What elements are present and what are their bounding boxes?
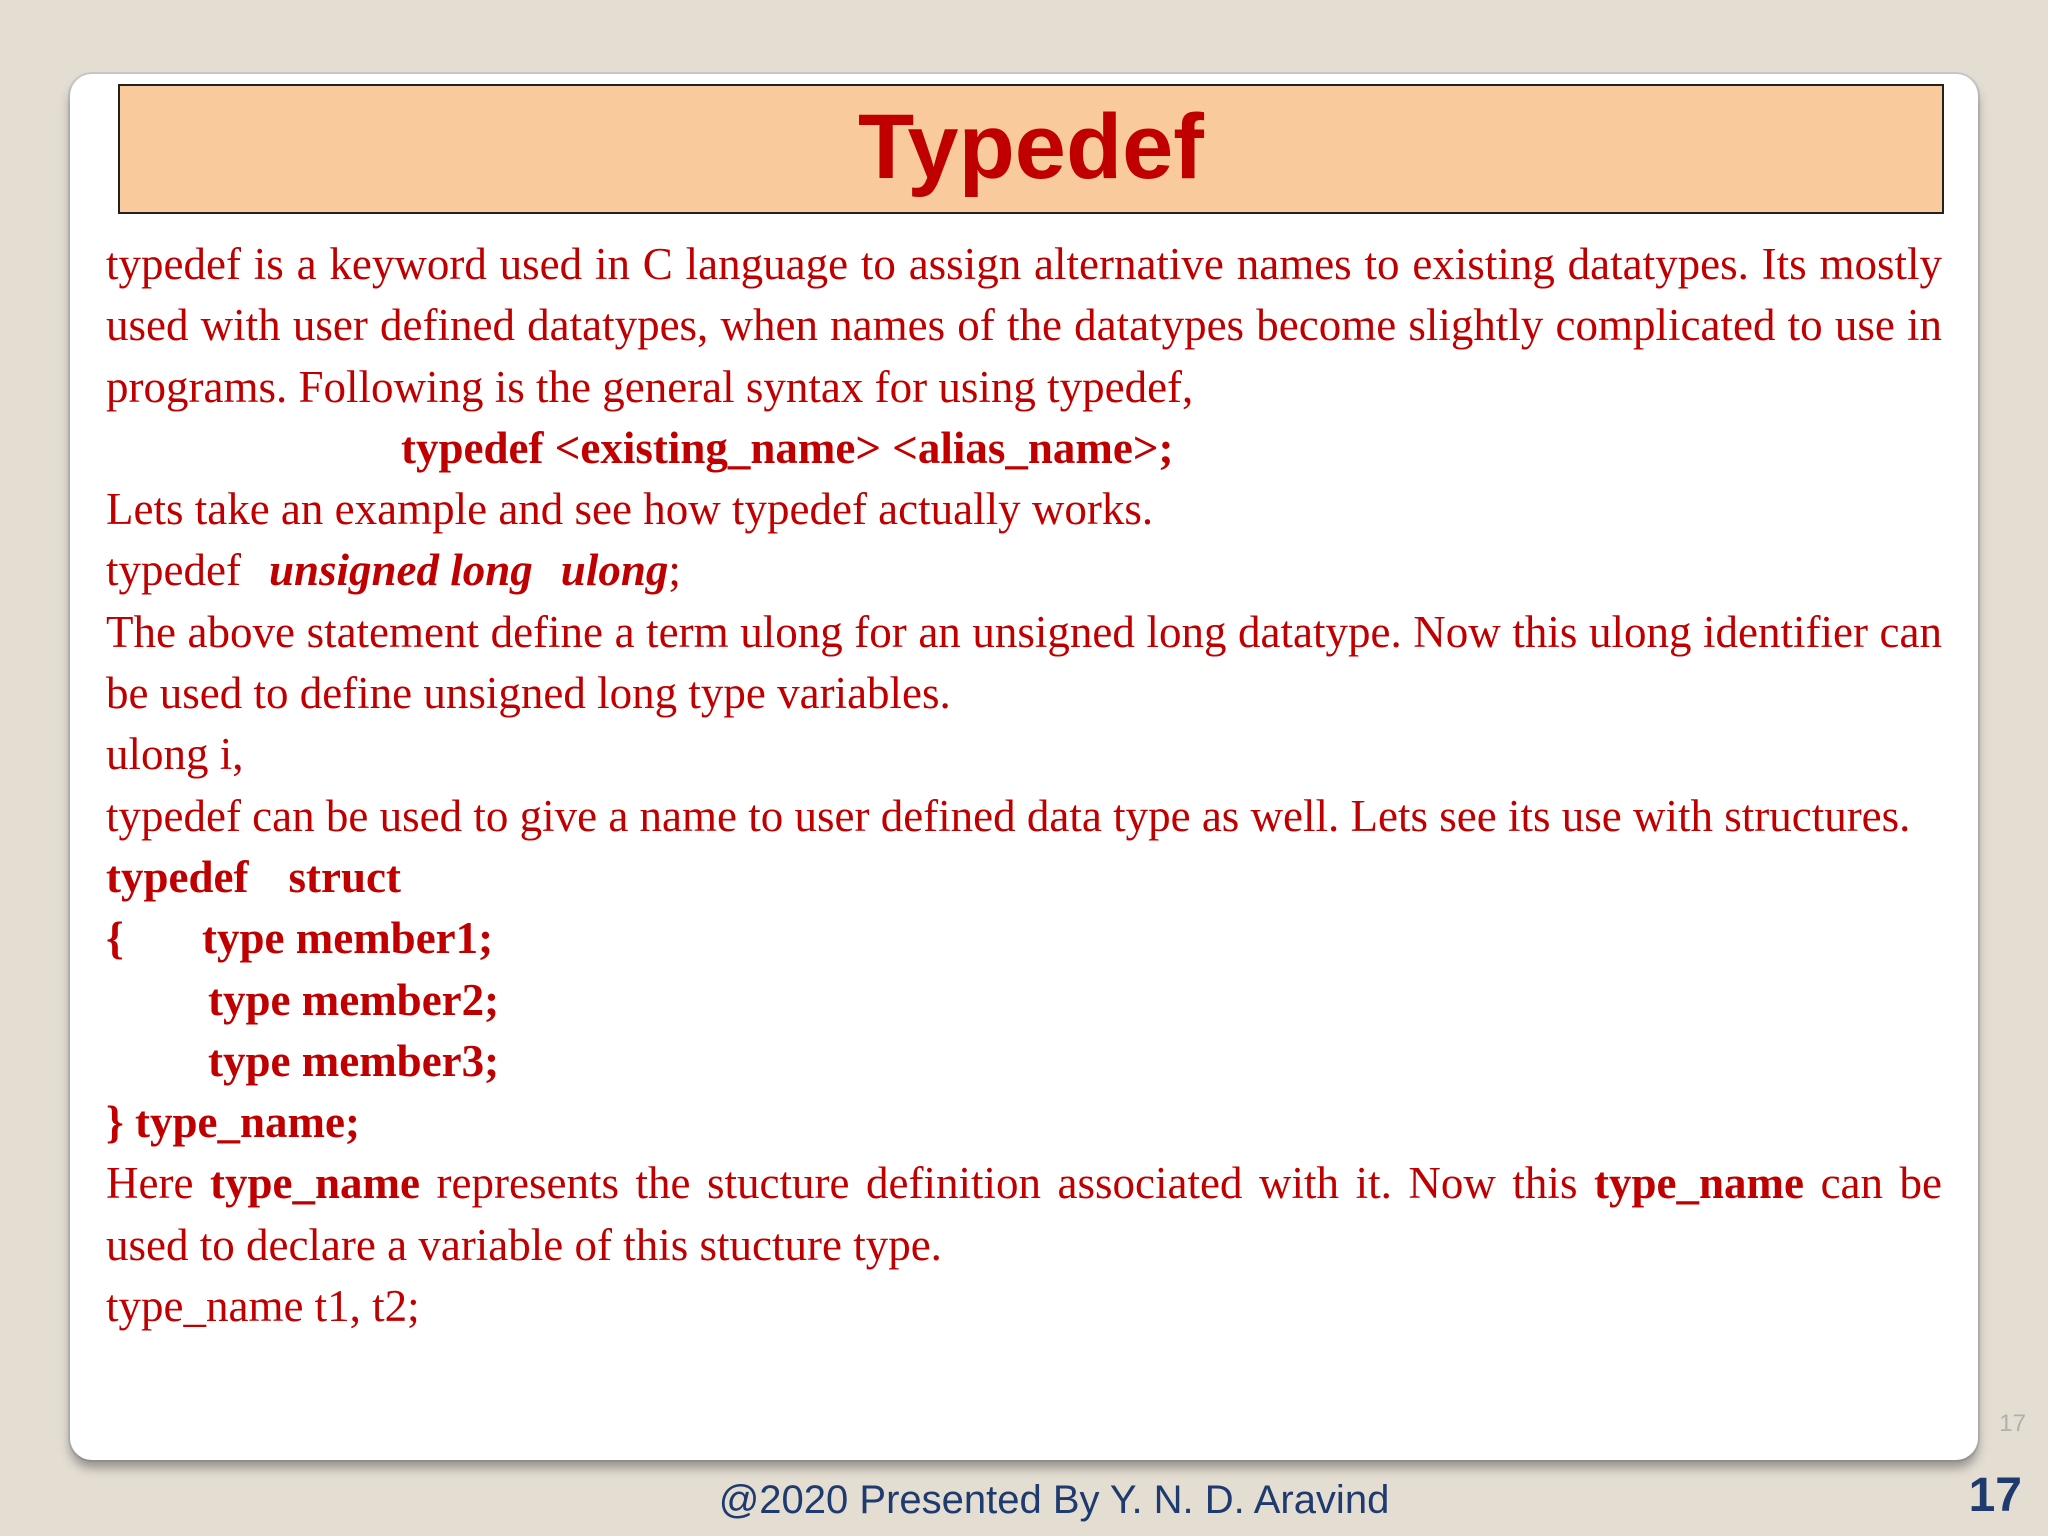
code-line-member3	[106, 1031, 1942, 1092]
para4-bold-type-name: type_name	[210, 1158, 420, 1209]
code-member3: type member3;	[208, 1035, 500, 1086]
example-statement	[106, 540, 1942, 601]
code-member1: type member1;	[202, 913, 494, 964]
para4-middle: represents the stucture definition associated with it. Now this	[436, 1158, 1578, 1209]
type-name-paragraph	[106, 1153, 1942, 1276]
code-line-closing: } type_name;	[106, 1097, 360, 1148]
code-brace-open: {	[106, 913, 124, 964]
footer-credit: @2020 Presented By Y. N. D. Aravind	[718, 1478, 1390, 1522]
explanation-paragraph: The above statement define a term ulong for an unsigned long datatype. Now this ulong identifier can be used to define unsigned long type variables.	[106, 606, 1942, 719]
footer-page-number: 17	[1968, 1469, 2022, 1522]
example-alias: ulong	[560, 545, 669, 596]
example-type: unsigned long	[268, 545, 533, 596]
final-declaration: type_name t1, t2;	[106, 1281, 420, 1332]
code-struct-keyword: struct	[288, 851, 401, 902]
code-line-typedef-struct	[106, 847, 1942, 908]
code-line-member2	[106, 970, 1942, 1031]
struct-intro-paragraph: typedef can be used to give a name to user defined data type as well. Lets see its use with structures.	[106, 790, 1911, 841]
para4-bold-type-name-2: type_name	[1594, 1158, 1804, 1209]
para4-suffix: can be used to declare a variable of this stucture type.	[106, 1158, 1943, 1270]
example-intro: Lets take an example and see how typedef actually works.	[106, 484, 1154, 535]
example-keyword: typedef	[106, 545, 241, 596]
slide-number-small: 17	[1999, 1410, 2026, 1437]
code-typedef-keyword: typedef	[106, 851, 249, 902]
intro-paragraph: typedef is a keyword used in C language to assign alternative names to existing datatypes. Its mostly used with user defined datatypes, when names of the datatypes become slightly complicated to use in programs. Following is the general syntax for using typedef,	[106, 239, 1942, 412]
slide-body	[106, 234, 1942, 1337]
code-line-member1	[106, 908, 1942, 969]
slide-title: Typedef	[858, 96, 1204, 198]
ulong-declaration: ulong i,	[106, 729, 244, 780]
example-end: ;	[668, 545, 681, 596]
title-banner	[118, 84, 1944, 214]
para4-prefix: Here	[106, 1158, 194, 1209]
syntax-line: typedef <existing_name> <alias_name>;	[401, 422, 1174, 473]
code-member2: type member2;	[208, 974, 500, 1025]
